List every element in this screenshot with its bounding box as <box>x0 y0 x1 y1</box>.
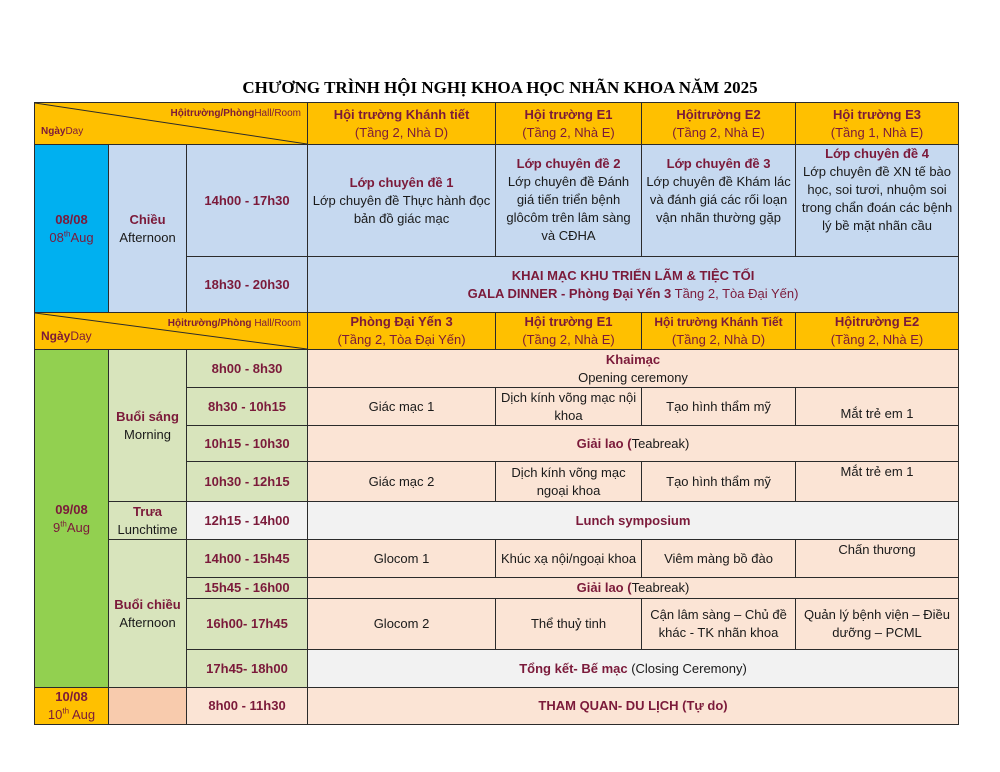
session-cell: Tạo hình thẩm mỹ <box>642 462 796 502</box>
time-cell: 14h00 - 15h45 <box>187 540 308 578</box>
time-cell: 18h30 - 20h30 <box>187 257 308 313</box>
room-header: Hội trường E3 (Tầng 1, Nhà E) <box>796 103 959 145</box>
opening-ceremony-cell: Khaimạc Opening ceremony <box>308 350 959 388</box>
room-header: Hộitrường E2 (Tầng 2, Nhà E) <box>796 313 959 350</box>
gala-cell: KHAI MẠC KHU TRIỂN LÃM & TIỆC TỐI GALA DINNER - Phòng Đại Yến 3 Tầng 2, Tòa Đại Yến) <box>308 257 959 313</box>
corner-day-label: NgàyDay <box>41 126 84 137</box>
time-cell: 15h45 - 16h00 <box>187 578 308 599</box>
class-cell: Lớp chuyên đề 1 Lớp chuyên đề Thực hành đọc bản đồ giác mạc <box>308 145 496 257</box>
day2-row-opening <box>35 350 959 388</box>
day2-row-session3 <box>35 540 959 578</box>
time-cell: 14h00 - 17h30 <box>187 145 308 257</box>
session-cell-morning: Buổi sáng Morning <box>109 350 187 502</box>
schedule-table <box>34 102 959 725</box>
excursion-cell: THAM QUAN- DU LỊCH (Tự do) <box>308 688 959 725</box>
date-cell-1008: 10/08 10th Aug <box>35 688 109 725</box>
lunch-symposium-cell: Lunch symposium <box>308 502 959 540</box>
session-cell: Giác mạc 2 <box>308 462 496 502</box>
session-cell: Mắt trẻ em 1 <box>796 388 959 426</box>
session-cell-lunch: Trưa Lunchtime <box>109 502 187 540</box>
session-cell: Quản lý bệnh viện – Điều dưỡng – PCML <box>796 599 959 650</box>
class-cell: Lớp chuyên đề 4 Lớp chuyên đề XN tế bào học, soi tươi, nhuộm soi trong chẩn đoán các bệnh lý bề mặt nhãn cầu <box>796 145 959 257</box>
session-cell: Glocom 2 <box>308 599 496 650</box>
session-cell: Khúc xạ nội/ngoại khoa <box>496 540 642 578</box>
page-title: CHƯƠNG TRÌNH HỘI NGHỊ KHOA HỌC NHÃN KHOA NĂM 2025 <box>242 78 758 97</box>
room-header: Hội trường E1 (Tầng 2, Nhà E) <box>496 103 642 145</box>
session-cell: Chấn thương <box>796 540 959 578</box>
session-cell: Glocom 1 <box>308 540 496 578</box>
time-cell: 12h15 - 14h00 <box>187 502 308 540</box>
date-cell-0908: 09/08 9thAug <box>35 350 109 688</box>
session-cell: Tạo hình thẩm mỹ <box>642 388 796 426</box>
teabreak-cell: Giải lao (Teabreak) <box>308 578 959 599</box>
day1-row-class <box>35 145 959 257</box>
session-cell-afternoon: Chiều Afternoon <box>109 145 187 313</box>
session-cell: Thể thuỷ tinh <box>496 599 642 650</box>
time-cell: 8h00 - 11h30 <box>187 688 308 725</box>
session-cell: Viêm màng bồ đào <box>642 540 796 578</box>
session-cell: Cận lâm sàng – Chủ đề khác - TK nhãn khoa <box>642 599 796 650</box>
closing-ceremony-cell: Tổng kết- Bế mạc (Closing Ceremony) <box>308 650 959 688</box>
session-cell-afternoon: Buổi chiều Afternoon <box>109 540 187 688</box>
date-cell-0808: 08/08 08thAug <box>35 145 109 313</box>
time-cell: 10h15 - 10h30 <box>187 426 308 462</box>
time-cell: 8h30 - 10h15 <box>187 388 308 426</box>
room-header: Hội trường Khánh Tiết (Tầng 2, Nhà D) <box>642 313 796 350</box>
teabreak-cell: Giải lao (Teabreak) <box>308 426 959 462</box>
session-cell: Dịch kính võng mạc nội khoa <box>496 388 642 426</box>
session-cell: Mắt trẻ em 1 <box>796 462 959 502</box>
day3-row <box>35 688 959 725</box>
corner-room-label: Hộitrường/PhòngHall/Room <box>170 108 302 119</box>
corner-header-day2 <box>35 313 308 350</box>
time-cell: 10h30 - 12h15 <box>187 462 308 502</box>
class-cell: Lớp chuyên đề 3 Lớp chuyên đề Khám lác và đánh giá các rối loạn vận nhãn thường gặp <box>642 145 796 257</box>
corner-room-label: Hộitrường/Phòng Hall/Room <box>167 318 302 329</box>
header-row-day1 <box>35 103 959 145</box>
session-cell: Dịch kính võng mạc ngoại khoa <box>496 462 642 502</box>
time-cell: 8h00 - 8h30 <box>187 350 308 388</box>
room-header: Hội trường E1 (Tầng 2, Nhà E) <box>496 313 642 350</box>
time-cell: 17h45- 18h00 <box>187 650 308 688</box>
day2-row-lunch <box>35 502 959 540</box>
corner-day-label: NgàyDay <box>41 329 92 343</box>
time-cell: 16h00- 17h45 <box>187 599 308 650</box>
session-cell: Giác mạc 1 <box>308 388 496 426</box>
corner-header-day1 <box>35 103 308 145</box>
header-row-day2 <box>35 313 959 350</box>
class-cell: Lớp chuyên đề 2 Lớp chuyên đề Đánh giá tiến triển bệnh glôcôm trên lâm sàng và CĐHA <box>496 145 642 257</box>
room-header: Hộitrường E2 (Tầng 2, Nhà E) <box>642 103 796 145</box>
session-cell-empty <box>109 688 187 725</box>
room-header: Phòng Đại Yến 3 (Tầng 2, Tòa Đại Yến) <box>308 313 496 350</box>
room-header: Hội trường Khánh tiết (Tầng 2, Nhà D) <box>308 103 496 145</box>
